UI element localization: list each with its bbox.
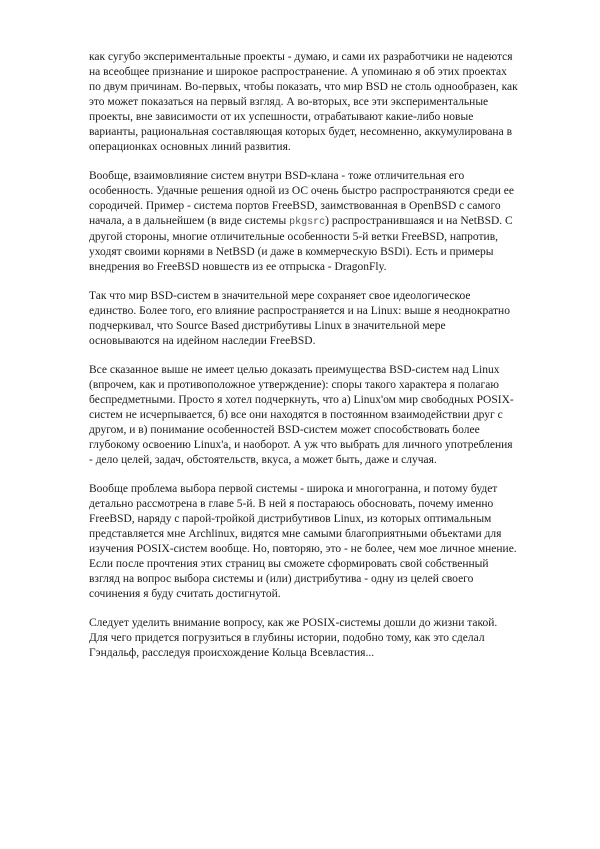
- paragraph-text-before-code: Вообще, взаимовлияние систем внутри BSD-клана - тоже отличительная его особенность. Удачные решения одной из ОС очень быстро распространяются среди ее сородичей. Пример - система портов FreeBSD, заимствованная в OpenBSD с самого начала, а в дальнейшем (в виде системы: [89, 170, 514, 227]
- paragraph-bsd-experimental-projects: как сугубо экспериментальные проекты - думаю, и сами их разработчики не надеются на всеобщее признание и широкое распространение. А упоминаю я об этих проектах по двум причинам. Во-первых, чтобы показать, что мир BSD не столь однообразен, как это может показаться на первый взгляд. А во-вторых, все эти экспериментальные проекты, вне зависимости от их успешности, отрабатывают какие-либо новые варианты, рациональная составляющая которых будет, несомненно, аккумулирована в операционках основных линий развития.: [89, 51, 518, 153]
- paragraph-first-system-choice: Вообще проблема выбора первой системы - широка и многогранна, и потому будет детально рассмотрена в главе 5-й. В ней я постараюсь обосновать, почему именно FreeBSD, наряду с парой-тройкой дистрибутивов Linux, из которых оптимальным представляется мне Archlinux, видятся мне самыми благоприятными объектами для изучения POSIX-систем вообще. Но, повторяю, это - не более, чем мое личное мнение. Если после прочтения этих страниц вы сможете сформировать свой собственный взгляд на вопрос выбора системы и (или) дистрибутива - одну из целей своего сочинения я буду считать достигнутой.: [89, 483, 517, 600]
- paragraph-bsd-ideological-unity: Так что мир BSD-систем в значительной мере сохраняет свое идеологическое единство. Более того, его влияние распространяется и на Linux: выше я неоднократно подчеркивал, что Source Based дистрибутивы Linux в значительной мере основываются на идейном наследии FreeBSD.: [89, 290, 510, 347]
- code-pkgsrc: pkgsrc: [289, 217, 326, 228]
- paragraph-bsd-vs-linux: Все сказанное выше не имеет целью доказать преимущества BSD-систем над Linux (впрочем, как и противоположное утверждение): споры такого характера я полагаю беспредметными. Просто я хотел подчеркнуть, что а) Linux'ом мир свободных POSIX-систем не исчерпывается, б) все они находятся в постоянном взаимодействии друг с другом, и в) понимание особенностей BSD-систем может способствовать более глубокому освоению Linux'а, и наоборот. А уж что выбрать для личного употребления - дело целей, задач, обстоятельств, вкуса, а может быть, даже и случая.: [89, 364, 514, 466]
- paragraph-bsd-mutual-influence: [89, 169, 519, 275]
- body-text: [89, 50, 519, 675]
- paragraph-posix-history: Следует уделить внимание вопросу, как же POSIX-системы дошли до жизни такой. Для чего придется погрузиться в глубины истории, подобно тому, как это сделал Гэндальф, расследуя происхождение Кольца Всевластия...: [89, 617, 498, 659]
- paragraph-text-after-code: ) распространившаяся и на NetBSD. С другой стороны, многие отличительные особенности 5-й ветки FreeBSD, напротив, уходят своими корнями в NetBSD (и даже в коммерческую BSDi). Есть и примеры внедрения во FreeBSD новшеств из ее отпрыска - DragonFly.: [89, 215, 513, 273]
